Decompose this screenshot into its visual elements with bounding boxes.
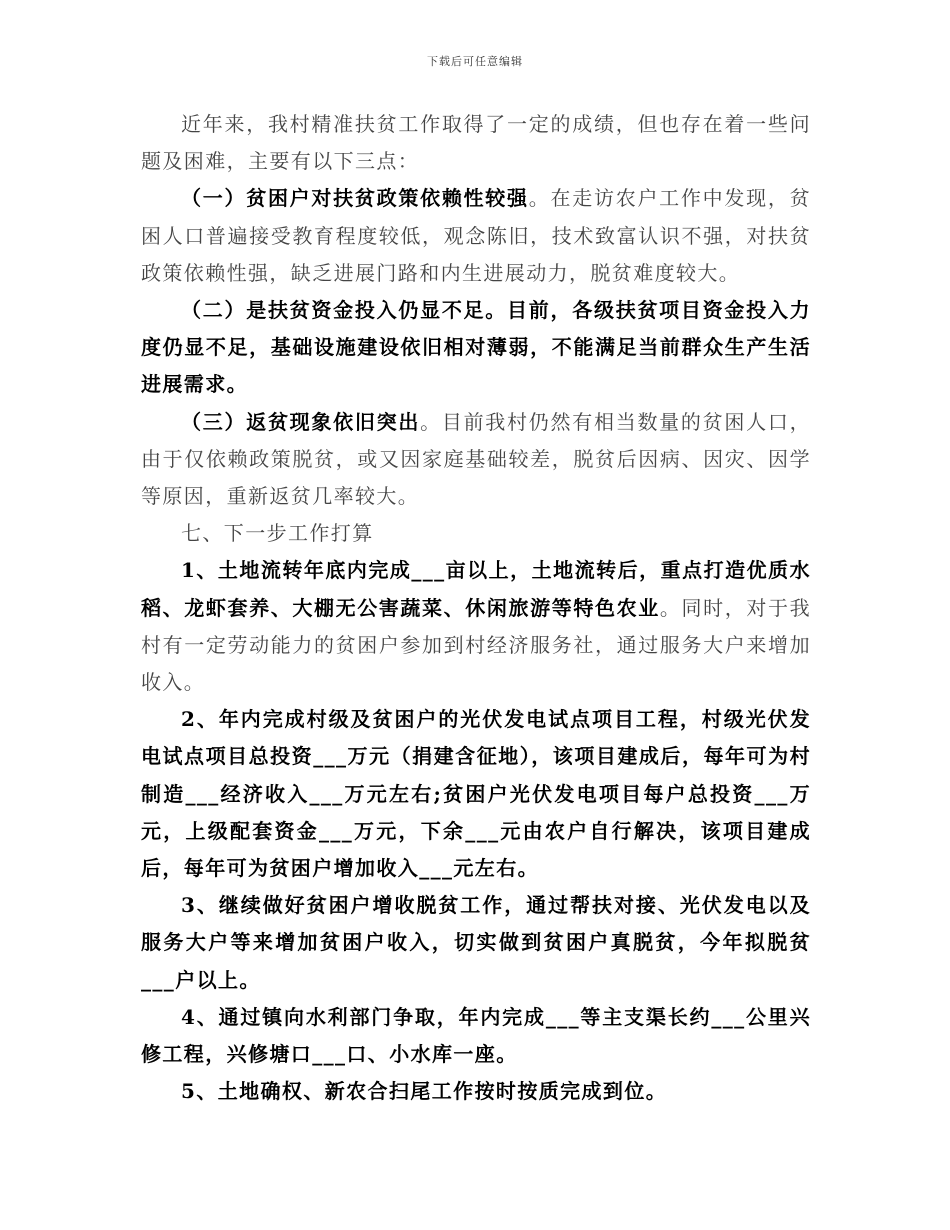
paragraph-plan-2 [141, 701, 811, 887]
paragraph-text: 。在走访农户工作中发现，贫困人口普遍接受教育程度较低，观念陈旧，技术致富认识不强，对扶贫政策依赖性强，缺乏进展门路和内生进展动力，脱贫难度较大。 [141, 186, 811, 285]
paragraph-heading: （一）贫困户对扶贫政策依赖性较强 [181, 186, 529, 211]
page-header: 下载后可任意编辑 [427, 55, 523, 68]
paragraph-problem-2 [141, 292, 811, 404]
paragraph-text: 。同时，对于我村有一定劳动能力的贫困户参加到村经济服务社，通过服务大户来增加收入。 [141, 595, 811, 695]
section-heading-text: 七、下一步工作打算 [181, 521, 374, 546]
paragraph-problem-3 [141, 404, 811, 516]
paragraph-text: 2、年内完成村级及贫困户的光伏发电试点项目工程，村级光伏发电试点项目总投资___万元（捐建含征地），该项目建成后，每年可为村制造___经济收入___万元左右;贫困户光伏发电项目每户总投资___万元，上级配套资金___万元，下余___元由农户自行解决，该项目建成后，每年可为贫困户增加收入___元左右。 [141, 707, 811, 881]
paragraph-heading: 1、土地流转年底内完成___亩以上，土地流转后，重点打造优质水稻、龙虾套养、大棚无公害蔬菜、休闲旅游等特色农业 [141, 558, 811, 620]
paragraph-text: 3、继续做好贫困户增收脱贫工作，通过帮扶对接、光伏发电以及服务大户等来增加贫困户收入，切实做到贫困户真脱贫，今年拟脱贫___户以上。 [141, 893, 811, 992]
paragraph-problem-1 [141, 180, 811, 292]
paragraph-plan-3 [141, 887, 811, 999]
paragraph-text: （二）是扶贫资金投入仍显不足。目前，各级扶贫项目资金投入力度仍显不足，基础设施建设依旧相对薄弱，不能满足当前群众生产生活进展需求。 [141, 298, 811, 397]
section-heading-next-steps [141, 515, 811, 552]
paragraph-text: 。目前我村仍然有相当数量的贫困人口，由于仅依赖政策脱贫，或又因家庭基础较差，脱贫后因病、因灾、因学等原因，重新返贫几率较大。 [141, 409, 811, 509]
paragraph-plan-4 [141, 999, 811, 1073]
document-body [141, 106, 811, 1110]
paragraph-text: 4、通过镇向水利部门争取，年内完成___等主支渠长约___公里兴修工程，兴修塘口___口、小水库一座。 [141, 1004, 811, 1067]
paragraph-problems-intro [141, 106, 811, 180]
paragraph-heading: （三）返贫现象依旧突出 [181, 409, 421, 434]
paragraph-plan-5 [141, 1073, 811, 1110]
paragraph-text: 5、土地确权、新农合扫尾工作按时按质完成到位。 [181, 1079, 668, 1104]
paragraph-text: 近年来，我村精准扶贫工作取得了一定的成绩，但也存在着一些问题及困难，主要有以下三点： [141, 112, 811, 174]
paragraph-plan-1 [141, 552, 811, 701]
